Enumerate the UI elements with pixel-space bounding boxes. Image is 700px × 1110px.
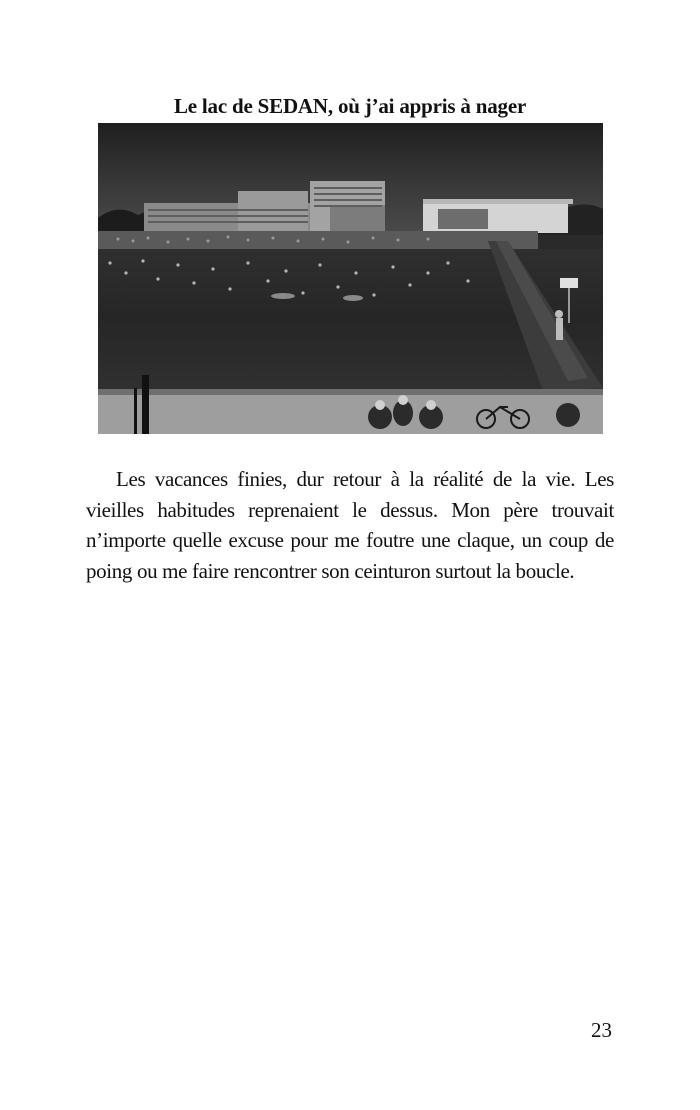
page-number: 23 — [591, 1018, 612, 1042]
body-paragraph: Les vacances finies, dur retour à la réalité de la vie. Les vieilles habitudes reprenaient le dessus. Mon père trouvait n’importe quelle excuse pour me foutre une claque, un coup de poing ou me faire rencontrer son ceinturon surtout la boucle. — [86, 467, 614, 583]
photo-caption: Le lac de SEDAN, où j’ai appris à nager — [173, 94, 527, 118]
lake-photo-drawing — [98, 123, 603, 434]
lake-photograph — [98, 123, 603, 434]
